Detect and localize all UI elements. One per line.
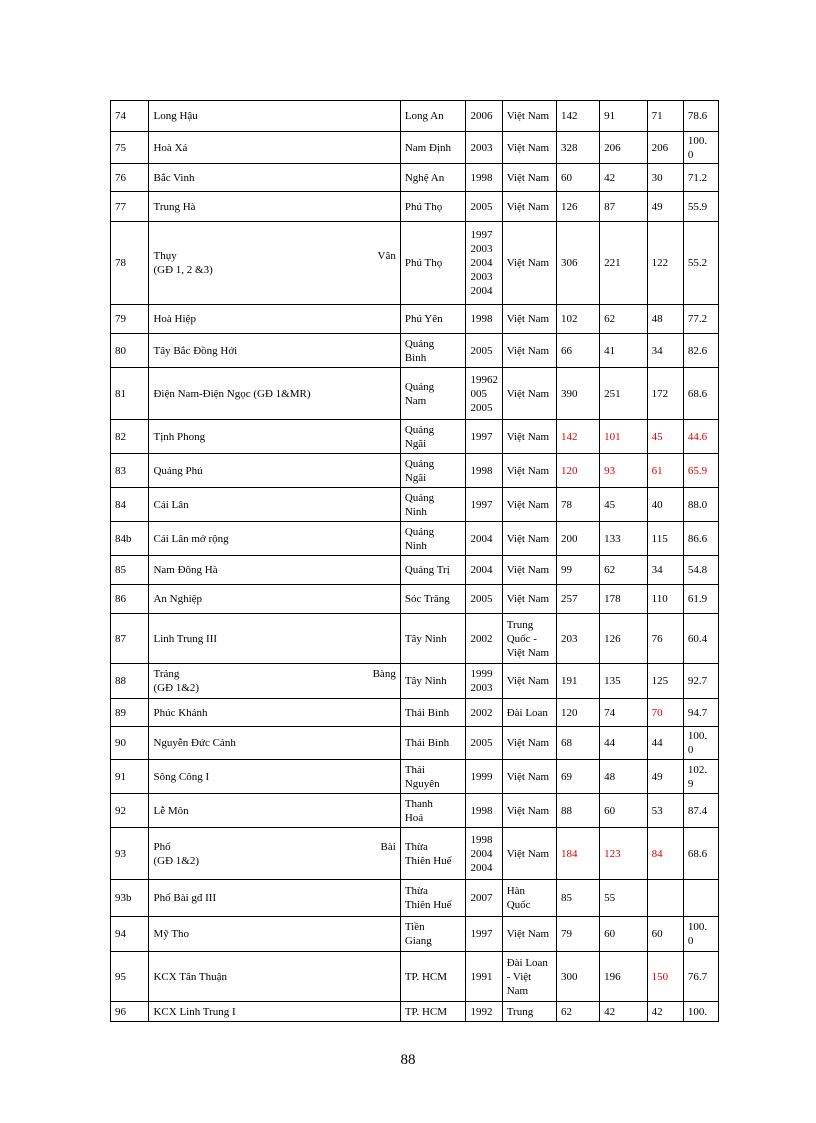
cell-investor: Việt Nam — [502, 585, 556, 614]
cell-value-1: 257 — [557, 585, 600, 614]
cell-name: Điện Nam-Điện Ngọc (GĐ 1&MR) — [149, 368, 400, 420]
cell-value-1: 62 — [557, 1002, 600, 1022]
table-row — [111, 699, 719, 727]
table-row — [111, 614, 719, 664]
cell-name: Bắc Vinh — [149, 164, 400, 192]
cell-value-2: 178 — [600, 585, 648, 614]
cell-year: 1998 — [466, 164, 502, 192]
cell-investor: Việt Nam — [502, 522, 556, 556]
cell-percent: 77.2 — [683, 305, 718, 334]
cell-year: 1997 2003 2004 2003 2004 — [466, 222, 502, 305]
cell-no: 84 — [111, 488, 149, 522]
table-row — [111, 368, 719, 420]
cell-province: Quảng Ngãi — [400, 420, 466, 454]
cell-province: Quảng Nam — [400, 368, 466, 420]
cell-value-1: 88 — [557, 794, 600, 828]
cell-percent: 92.7 — [683, 664, 718, 699]
cell-investor: Việt Nam — [502, 334, 556, 368]
table-row — [111, 917, 719, 952]
cell-percent: 100. 0 — [683, 917, 718, 952]
cell-percent: 65.9 — [683, 454, 718, 488]
cell-province: Thái Nguyên — [400, 760, 466, 794]
table-row — [111, 522, 719, 556]
cell-value-3: 172 — [647, 368, 683, 420]
cell-value-1: 66 — [557, 334, 600, 368]
cell-name: Cái Lân mở rộng — [149, 522, 400, 556]
cell-no: 94 — [111, 917, 149, 952]
cell-value-2: 123 — [600, 828, 648, 880]
cell-year: 1997 — [466, 420, 502, 454]
table-row — [111, 132, 719, 164]
cell-name: Long Hậu — [149, 101, 400, 132]
cell-percent: 100. 0 — [683, 727, 718, 760]
cell-value-1: 78 — [557, 488, 600, 522]
cell-percent: 55.9 — [683, 192, 718, 222]
cell-no: 96 — [111, 1002, 149, 1022]
page-number: 88 — [400, 1052, 416, 1068]
cell-value-2: 135 — [600, 664, 648, 699]
cell-value-2: 87 — [600, 192, 648, 222]
cell-value-1: 200 — [557, 522, 600, 556]
cell-value-1: 60 — [557, 164, 600, 192]
cell-name: Cái Lân — [149, 488, 400, 522]
cell-year: 2007 — [466, 880, 502, 917]
cell-value-3: 84 — [647, 828, 683, 880]
cell-province: TP. HCM — [400, 1002, 466, 1022]
cell-value-1: 184 — [557, 828, 600, 880]
cell-percent: 94.7 — [683, 699, 718, 727]
cell-value-2: 251 — [600, 368, 648, 420]
name-line-1: Trảng Bàng — [153, 668, 396, 680]
cell-name: Hoà Hiệp — [149, 305, 400, 334]
cell-value-2: 60 — [600, 917, 648, 952]
cell-value-3: 206 — [647, 132, 683, 164]
table-row — [111, 420, 719, 454]
cell-name: Tây Bắc Đồng Hới — [149, 334, 400, 368]
cell-value-3: 122 — [647, 222, 683, 305]
table-row — [111, 880, 719, 917]
cell-name — [149, 222, 400, 305]
cell-value-2: 62 — [600, 305, 648, 334]
cell-no: 77 — [111, 192, 149, 222]
cell-province: Sóc Trăng — [400, 585, 466, 614]
cell-value-2: 55 — [600, 880, 648, 917]
cell-value-1: 328 — [557, 132, 600, 164]
table-row — [111, 828, 719, 880]
cell-investor: Việt Nam — [502, 556, 556, 585]
cell-value-2: 133 — [600, 522, 648, 556]
cell-value-1: 126 — [557, 192, 600, 222]
cell-value-1: 142 — [557, 420, 600, 454]
cell-value-2: 62 — [600, 556, 648, 585]
cell-investor: Đài Loan - Việt Nam — [502, 952, 556, 1002]
cell-no: 81 — [111, 368, 149, 420]
name-line-2: (GĐ 1, 2 &3) — [153, 264, 213, 276]
cell-value-3: 40 — [647, 488, 683, 522]
cell-no: 82 — [111, 420, 149, 454]
cell-value-1: 102 — [557, 305, 600, 334]
cell-value-2: 91 — [600, 101, 648, 132]
cell-value-2: 41 — [600, 334, 648, 368]
cell-province: Phú Yên — [400, 305, 466, 334]
cell-investor: Việt Nam — [502, 828, 556, 880]
cell-no: 86 — [111, 585, 149, 614]
cell-percent: 71.2 — [683, 164, 718, 192]
cell-percent — [683, 880, 718, 917]
cell-no: 90 — [111, 727, 149, 760]
table-row — [111, 556, 719, 585]
table-row — [111, 334, 719, 368]
cell-name: Hoà Xá — [149, 132, 400, 164]
cell-year: 1992 — [466, 1002, 502, 1022]
cell-percent: 55.2 — [683, 222, 718, 305]
cell-percent: 82.6 — [683, 334, 718, 368]
industrial-zones-table — [110, 100, 719, 1022]
cell-value-3: 70 — [647, 699, 683, 727]
cell-value-1: 191 — [557, 664, 600, 699]
cell-province: Phú Thọ — [400, 192, 466, 222]
cell-percent: 61.9 — [683, 585, 718, 614]
cell-investor: Việt Nam — [502, 488, 556, 522]
cell-name: Trung Hà — [149, 192, 400, 222]
cell-percent: 60.4 — [683, 614, 718, 664]
cell-value-2: 44 — [600, 727, 648, 760]
cell-value-3: 125 — [647, 664, 683, 699]
table-row — [111, 488, 719, 522]
cell-investor: Việt Nam — [502, 222, 556, 305]
cell-no: 80 — [111, 334, 149, 368]
cell-percent: 44.6 — [683, 420, 718, 454]
cell-name: An Nghiệp — [149, 585, 400, 614]
cell-year: 1999 2003 — [466, 664, 502, 699]
table-row — [111, 664, 719, 699]
cell-province: TP. HCM — [400, 952, 466, 1002]
cell-value-1: 120 — [557, 454, 600, 488]
cell-value-2: 45 — [600, 488, 648, 522]
cell-year: 2005 — [466, 727, 502, 760]
cell-province: Thái Bình — [400, 699, 466, 727]
cell-value-3: 115 — [647, 522, 683, 556]
table-row — [111, 585, 719, 614]
cell-no: 83 — [111, 454, 149, 488]
cell-no: 95 — [111, 952, 149, 1002]
table-row — [111, 305, 719, 334]
cell-name: Sông Công I — [149, 760, 400, 794]
cell-investor: Việt Nam — [502, 727, 556, 760]
cell-investor: Việt Nam — [502, 454, 556, 488]
cell-investor: Việt Nam — [502, 192, 556, 222]
cell-province: Thái Bình — [400, 727, 466, 760]
cell-value-3: 45 — [647, 420, 683, 454]
cell-province: Thừa Thiên Huế — [400, 880, 466, 917]
table-row — [111, 164, 719, 192]
cell-no: 92 — [111, 794, 149, 828]
cell-investor: Việt Nam — [502, 368, 556, 420]
cell-year: 1997 — [466, 488, 502, 522]
cell-value-3: 30 — [647, 164, 683, 192]
cell-investor: Trung Quốc - Việt Nam — [502, 614, 556, 664]
cell-percent: 54.8 — [683, 556, 718, 585]
cell-province: Quảng Bình — [400, 334, 466, 368]
cell-value-2: 93 — [600, 454, 648, 488]
cell-province: Quảng Ninh — [400, 522, 466, 556]
cell-no: 84b — [111, 522, 149, 556]
cell-value-2: 48 — [600, 760, 648, 794]
cell-province: Quảng Trị — [400, 556, 466, 585]
cell-province: Thừa Thiên Huế — [400, 828, 466, 880]
cell-value-3: 34 — [647, 334, 683, 368]
cell-value-3: 60 — [647, 917, 683, 952]
cell-province: Tây Ninh — [400, 614, 466, 664]
cell-value-3: 42 — [647, 1002, 683, 1022]
cell-value-3: 49 — [647, 192, 683, 222]
cell-value-3: 150 — [647, 952, 683, 1002]
cell-year: 2005 — [466, 192, 502, 222]
cell-province: Tây Ninh — [400, 664, 466, 699]
cell-name: Quảng Phú — [149, 454, 400, 488]
cell-investor: Việt Nam — [502, 164, 556, 192]
cell-percent: 68.6 — [683, 828, 718, 880]
cell-province: Long An — [400, 101, 466, 132]
cell-value-3 — [647, 880, 683, 917]
cell-year: 2006 — [466, 101, 502, 132]
cell-value-1: 68 — [557, 727, 600, 760]
cell-year: 1998 — [466, 794, 502, 828]
cell-year: 2004 — [466, 556, 502, 585]
cell-name: Linh Trung III — [149, 614, 400, 664]
cell-year: 1998 — [466, 305, 502, 334]
cell-value-3: 71 — [647, 101, 683, 132]
cell-name: Tịnh Phong — [149, 420, 400, 454]
cell-province: Quảng Ninh — [400, 488, 466, 522]
cell-value-3: 34 — [647, 556, 683, 585]
table-row — [111, 192, 719, 222]
cell-value-1: 390 — [557, 368, 600, 420]
cell-value-1: 120 — [557, 699, 600, 727]
cell-percent: 102. 9 — [683, 760, 718, 794]
cell-name: Nam Đông Hà — [149, 556, 400, 585]
cell-value-1: 79 — [557, 917, 600, 952]
table-row — [111, 952, 719, 1002]
cell-value-2: 206 — [600, 132, 648, 164]
table-row — [111, 101, 719, 132]
cell-no: 78 — [111, 222, 149, 305]
cell-year: 1999 — [466, 760, 502, 794]
cell-percent: 76.7 — [683, 952, 718, 1002]
cell-value-3: 44 — [647, 727, 683, 760]
cell-investor: Việt Nam — [502, 917, 556, 952]
cell-value-1: 306 — [557, 222, 600, 305]
cell-no: 79 — [111, 305, 149, 334]
cell-province: Tiền Giang — [400, 917, 466, 952]
cell-name: KCX Tân Thuận — [149, 952, 400, 1002]
table-row — [111, 794, 719, 828]
cell-no: 87 — [111, 614, 149, 664]
cell-value-2: 42 — [600, 164, 648, 192]
cell-province: Thanh Hoá — [400, 794, 466, 828]
cell-investor: Việt Nam — [502, 132, 556, 164]
name-line-2: (GĐ 1&2) — [153, 682, 200, 694]
cell-value-3: 110 — [647, 585, 683, 614]
cell-value-1: 99 — [557, 556, 600, 585]
cell-province: Nghệ An — [400, 164, 466, 192]
cell-year: 1997 — [466, 917, 502, 952]
cell-year: 2002 — [466, 699, 502, 727]
cell-percent: 68.6 — [683, 368, 718, 420]
table-row — [111, 222, 719, 305]
cell-value-2: 42 — [600, 1002, 648, 1022]
cell-value-3: 61 — [647, 454, 683, 488]
cell-name: Phố Bài gđ III — [149, 880, 400, 917]
cell-no: 75 — [111, 132, 149, 164]
cell-no: 88 — [111, 664, 149, 699]
name-line-2: (GĐ 1&2) — [153, 854, 200, 867]
cell-no: 93 — [111, 828, 149, 880]
cell-percent: 87.4 — [683, 794, 718, 828]
cell-investor: Việt Nam — [502, 760, 556, 794]
table-row — [111, 760, 719, 794]
cell-name: KCX Linh Trung I — [149, 1002, 400, 1022]
cell-percent: 86.6 — [683, 522, 718, 556]
cell-no: 89 — [111, 699, 149, 727]
cell-name: Lễ Môn — [149, 794, 400, 828]
cell-value-2: 126 — [600, 614, 648, 664]
cell-investor: Việt Nam — [502, 794, 556, 828]
cell-year: 2005 — [466, 585, 502, 614]
cell-value-1: 300 — [557, 952, 600, 1002]
cell-value-2: 221 — [600, 222, 648, 305]
cell-no: 91 — [111, 760, 149, 794]
cell-investor: Việt Nam — [502, 305, 556, 334]
cell-percent: 88.0 — [683, 488, 718, 522]
cell-value-3: 48 — [647, 305, 683, 334]
cell-province: Nam Định — [400, 132, 466, 164]
cell-percent: 100. — [683, 1002, 718, 1022]
cell-percent: 78.6 — [683, 101, 718, 132]
cell-year: 2004 — [466, 522, 502, 556]
cell-no: 93b — [111, 880, 149, 917]
cell-value-1: 203 — [557, 614, 600, 664]
table-row — [111, 1002, 719, 1022]
name-line-1: Thụy Vân — [153, 250, 396, 262]
cell-value-1: 142 — [557, 101, 600, 132]
cell-investor: Việt Nam — [502, 664, 556, 699]
cell-year: 2005 — [466, 334, 502, 368]
cell-investor: Việt Nam — [502, 101, 556, 132]
cell-value-3: 76 — [647, 614, 683, 664]
cell-year: 1991 — [466, 952, 502, 1002]
cell-investor: Việt Nam — [502, 420, 556, 454]
cell-value-1: 69 — [557, 760, 600, 794]
cell-value-2: 60 — [600, 794, 648, 828]
table-body — [111, 101, 719, 1022]
cell-year: 2002 — [466, 614, 502, 664]
cell-value-2: 101 — [600, 420, 648, 454]
cell-province: Phú Thọ — [400, 222, 466, 305]
cell-year: 2003 — [466, 132, 502, 164]
cell-value-3: 49 — [647, 760, 683, 794]
cell-year: 1998 — [466, 454, 502, 488]
cell-name: Phúc Khánh — [149, 699, 400, 727]
name-line-1: Phố Bài — [153, 840, 396, 853]
cell-investor: Hàn Quốc — [502, 880, 556, 917]
cell-no: 85 — [111, 556, 149, 585]
cell-investor: Trung — [502, 1002, 556, 1022]
cell-value-3: 53 — [647, 794, 683, 828]
cell-no: 74 — [111, 101, 149, 132]
cell-year: 1998 2004 2004 — [466, 828, 502, 880]
cell-name: Nguyễn Đức Cảnh — [149, 727, 400, 760]
cell-name — [149, 828, 400, 880]
table-row — [111, 727, 719, 760]
cell-name — [149, 664, 400, 699]
cell-no: 76 — [111, 164, 149, 192]
cell-year: 19962 005 2005 — [466, 368, 502, 420]
cell-percent: 100. 0 — [683, 132, 718, 164]
cell-name: Mỹ Tho — [149, 917, 400, 952]
cell-investor: Đài Loan — [502, 699, 556, 727]
cell-value-2: 196 — [600, 952, 648, 1002]
cell-value-1: 85 — [557, 880, 600, 917]
cell-value-2: 74 — [600, 699, 648, 727]
table-row — [111, 454, 719, 488]
cell-province: Quảng Ngãi — [400, 454, 466, 488]
